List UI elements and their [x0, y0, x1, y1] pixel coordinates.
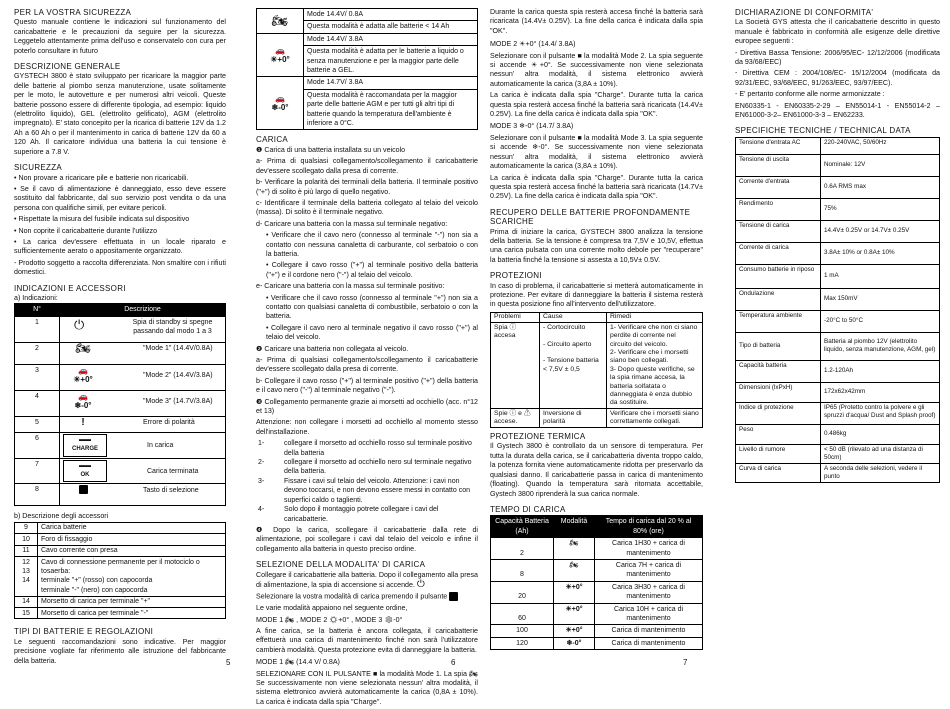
- paragraph-safety: Questo manuale contiene le indicazioni sul funzionamento del caricabatterie e le precauzioni da seguire per la sicurezza. Leggetelo attentamente prima dell'uso e conservatelo con cura per poterlo consultare in futuro: [14, 18, 226, 55]
- mode2-title: MODE 2 ☀+0° (14.4/ 3.8A): [490, 40, 576, 49]
- row-description: Spia di standby si spegne passando dal modo 1 a 3: [132, 318, 213, 336]
- paragraph-mode1: SELEZIONARE CON IL PULSANTE ■ la modalità Mode 1. La spia 🏍 Se successivamente non viene selezionata nessun' altra modalità, il sistema elettronico avvierà automaticamente la carica (0,8A ± 10%). La carica è indicata dalla spia "Charge".: [256, 669, 478, 706]
- car-snow-icon: ❄-0°: [554, 637, 595, 649]
- paragraph-mode2: Selezionare con il pulsante ■ la modalità Mode 2. La spia seguente si accende ☀+0°. Se successivamente non viene selezionata nessun' altra modalità, il sistema elettronico avvierà automaticamente la carica (3,8A ± 10%).: [490, 51, 703, 88]
- mode3-title: MODE 3 ❄-0° (14.7/ 3.8A): [490, 122, 574, 131]
- table-row: Spia ⓘ accesa - Cortocircuito - Circuito aperto - Tensione batteria < 7,5V ± 0,5 1- Verificare che non ci siano perdite di corrente nel circuito del veicolo. 2- Verificare che i morsetti siano ben collegati. 3- Dopo queste verifiche, se la spia rimane accesa, la batteria solfatata o danneggiata è enza dubbio da sostituire.: [491, 323, 703, 409]
- motorcycle-icon: 🏍: [554, 538, 595, 560]
- page-6-column: [256, 6, 478, 709]
- table-row: 120 ❄-0° Carica di mantenimento: [491, 637, 703, 649]
- charge-steps: [256, 146, 478, 437]
- heading-thermal: PROTEZIONE TERMICA: [490, 432, 586, 442]
- heading-charge: CARICA: [256, 135, 289, 145]
- table-row: Peso 0.486kg: [736, 424, 940, 444]
- table-row: Tensione di uscita Nominale: 12V: [736, 154, 940, 176]
- table-row: Consumo batterie in riposo 1 mA: [736, 264, 940, 288]
- table-row: 20 ☀+0° Carica 3H30 + carica di mantenimento: [491, 581, 703, 603]
- page-number: 6: [451, 658, 456, 667]
- table-row: Temperatura ambiente -20°C to 50°C: [736, 310, 940, 332]
- row-description: "Mode 2" (14.4V/3.8A): [143, 372, 213, 380]
- declaration-item: - Direttiva Bassa Tensione: 2006/95/EC- 12/12/2006 (modificata da 93/68/EEC): [735, 48, 940, 67]
- row-number: 5: [15, 416, 60, 432]
- table-row: Dimensioni (lxPxH) 172x62x42mm: [736, 382, 940, 402]
- col-header-description: Descrizione: [60, 304, 226, 316]
- step-line: ❶ Carica di una batteria installata su un veicolo: [256, 145, 406, 154]
- paragraph-battery-types: Le seguenti raccomandazioni sono indicative. Per maggior precisione vogliate far riferimento alle istruzione del fabbricante della batteria.: [14, 637, 226, 665]
- accessories-table: [14, 522, 226, 620]
- car-sun-icon: 🚗 ☀+0°: [73, 365, 93, 385]
- motorcycle-icon: 🏍: [554, 559, 595, 581]
- row-number: 4: [15, 390, 60, 416]
- table-row: 12 13 14 Cavo di connessione permanente per il motociclo o tosaerba: terminale "+" (rosso) con capocorda terminale "-" (nero) con capocorda: [15, 557, 226, 597]
- paragraph-mode2b: La carica è indicata dalla spia "Charge". Durante tutta la carica questa spia resterà accesa finché la batteria sarà ricaricata (14.4V± 0.25V). La fine della carica è indicata dalla spia "OK".: [490, 91, 703, 119]
- row-description: Carica terminata: [147, 467, 199, 475]
- step-line: ❸ Collegamento permanente grazie ai morsetti ad occhiello (acc. n°12 et 13): [256, 397, 478, 416]
- page-number: 7: [683, 658, 688, 667]
- table-row: Capacità batteria 1.2-120Ah: [736, 360, 940, 382]
- heading-charge-time: TEMPO DI CARICA: [490, 504, 566, 514]
- table-row: 2 🏍 Carica 1H30 + carica di mantenimento: [491, 538, 703, 560]
- table-row: Capacità Batteria (Ah) Modalità Tempo di carica dal 20 % al 80% (ore): [491, 516, 703, 538]
- step-line: • Collegare il cavo rosso ("+") al terminale positivo della batteria ("+") e il cordone nero ("-") al telaio del veicolo.: [266, 261, 478, 279]
- step-line: c- Identificare il terminale della batteria collegato al telaio del veicolo (massa). Di solito è il terminale negativo.: [256, 198, 478, 217]
- table-row: 15 Morsetto di carica per terminale "-": [15, 608, 226, 619]
- row-number: 6: [15, 432, 60, 458]
- row-number: 3: [15, 364, 60, 390]
- sub-a-label: a) Indicazioni:: [14, 293, 58, 302]
- table-row: 60 ☀+0° Carica 10H + carica di mantenimento: [491, 603, 703, 625]
- charge-icon: ▬▬ CHARGE: [63, 434, 107, 457]
- list-item: 1- collegare il morsetto ad occhiello rosso sul terminale positivo della batteria: [258, 440, 472, 457]
- power-icon: ⏻: [74, 316, 85, 332]
- col-header-number: N°: [15, 304, 60, 316]
- declaration-item: EN60335-1 - EN60335-2-29 – EN55014-1 - EN55014-2 – EN61000-3-2– EN61000-3-3 – EN62233.: [735, 101, 940, 120]
- heading-protections: PROTEZIONI: [490, 271, 542, 281]
- error-icon: !: [81, 416, 85, 428]
- safety-item: • Rispettate la misura del fusibile indicata sul dispositivo: [14, 215, 190, 224]
- list-item: 3- Fissare i cavi sul telaio del veicolo. Attenzione: i cavi non devono toccarsi, e non devono essere messi in contatto con superfici caldo o taglienti.: [258, 477, 470, 504]
- heading-sicurezza: SICUREZZA: [14, 163, 63, 173]
- table-row: Problemi Cause Rimedi: [491, 312, 703, 322]
- table-row: 11 Cavo corrente con presa: [15, 545, 226, 556]
- row-description: Errore di polarità: [143, 419, 195, 427]
- select-button-icon: [63, 485, 103, 495]
- table-row: Tensione di carica 14.4V± 0.25V or 14.7V± 0.25V: [736, 220, 940, 242]
- mode-order: MODE 1 🏍 , MODE 2 ☀+0° , MODE 3 ❄-0°: [256, 615, 403, 624]
- table-row: [15, 416, 226, 432]
- table-row: 8 🏍 Carica 7H + carica di mantenimento: [491, 559, 703, 581]
- step-line: b- Verificare la polarità dei terminali della batteria. Il terminale positivo ("+") di solito è più largo di quello negativo.: [256, 178, 478, 196]
- page-7-column: [490, 6, 703, 650]
- step-line: ❷ Caricare una batteria non collegata al veicolo.: [256, 344, 409, 353]
- paragraph-thermal: Il Gystech 3800 è controllato da un sensore di temperatura. Per tutta la durata della carica, se il caricabatteria diventa troppo caldo, la potenza fornita viene automaticamente ridotta per preservarlo da qualsiasi danno. Il caricabatterie passa in carica di mantenimento (floating). Quando la temperatura sarà ritornata accettabile, Gystech 3800 riprenderà la sua carica normale.: [490, 442, 703, 498]
- paragraph-selection-2: Selezionare la vostra modalità di carica premendo il pulsante: [256, 592, 478, 602]
- mode-title: Mode 14.4V/ 3.8A: [304, 34, 477, 46]
- table-row: 14 Morsetto di carica per terminale "+": [15, 596, 226, 607]
- car-snow-icon: 🚗 ❄-0°: [257, 77, 304, 130]
- safety-item: - Prodotto soggetto a raccolta differenziata. Non smaltire con i rifiuti domestici.: [14, 258, 226, 277]
- list-item: 2- collegare il morsetto ad occhiello nero sul terminale negativo della batteria.: [258, 459, 472, 476]
- heading-mode-selection: SELEZIONE DELLA MODALITA' DI CARICA: [256, 560, 426, 570]
- table-row: [15, 390, 226, 416]
- step-line: Attenzione: non collegare i morsetti ad occhiello al momento stesso dell'installazione.: [256, 418, 478, 436]
- paragraph-mode3b: La carica è indicata dalla spia "Charge". Durante tutta la carica questa spia resterà accesa finché la batteria sarà ricaricata (14.7V± 0.25V). La fine della carica è indicata dalla spia "OK".: [490, 173, 703, 201]
- paragraph-selection-1: Collegare il caricabatterie alla batteria. Dopo il collegamento alla presa di alimentazione, la spia di accensione si accende. ⏻: [256, 570, 478, 590]
- row-number: 1: [15, 316, 60, 342]
- paragraph-after-charge: ❹ Dopo la carica, scollegare il caricabatterie dalla rete di alimentazione, poi scollegare i cavi dal telaio del veicolo e infine il collegamento alla batteria in questo preciso ordine.: [256, 525, 478, 553]
- table-row: Spie ⓘ e ⚠ accese. Inversione di polarità Verificare che i morsetti siano correttamente collegati.: [491, 409, 703, 428]
- heading-battery-types: TIPI DI BATTERIE E REGOLAZIONI: [14, 627, 154, 637]
- row-description: "Mode 3" (14.7V/3.8A): [143, 398, 213, 406]
- table-row: [15, 484, 226, 506]
- row-description: Tasto di selezione: [143, 487, 199, 495]
- charged-ok-icon: ▬▬ OK: [63, 460, 107, 483]
- paragraph-mode3: Selezionare con il pulsante ■ la modalità Mode 3. La spia seguente si accende ❄-0°. Se successivamente non viene selezionata nessun' altra modalità, il sistema elettronico avvierà automaticamente la carica (3,8A ± 10%).: [490, 133, 703, 171]
- paragraph-selection-4: A fine carica, se la batteria è ancora collegata, il caricabatterie effettuerà una carica di mantenimento finché non sarà l'utilizzatore cambierà modalità. Questa protezione evita di danneggiare la batteria.: [256, 626, 478, 654]
- table-row: [15, 432, 226, 458]
- mode-title: Mode 14.7V/ 3.8A: [304, 77, 477, 89]
- step-line: • Collegare il cavo nero al terminale negativo il cavo rosso ("+") al telaio del veicolo.: [266, 323, 478, 342]
- mode-title: Mode 14.4V/ 0.8A: [304, 9, 477, 21]
- step-line: • Verificare che il cavo nero (connesso al terminale "-") non sia a contatto con nessuna canaletta di carburante, col serbatoio o con la batteria.: [266, 231, 478, 258]
- modes-table: [256, 8, 478, 130]
- page-5-column: [14, 6, 226, 668]
- table-row: Corrente di carica 3.8A± 10% or 0.8A± 10%: [736, 242, 940, 264]
- car-snow-icon: 🚗 ❄-0°: [74, 391, 92, 411]
- car-sun-icon: 🚗 ☀+0°: [257, 33, 304, 77]
- paragraph-protections: In caso di problema, il caricabatterie si metterà automaticamente in protezione. Per evitare di danneggiare la batteria il sistema resterà in questa posizione fino all'intervento dell'utilizzatore.: [490, 281, 703, 309]
- charge-time-table: [490, 515, 703, 650]
- page-number: 5: [226, 658, 231, 667]
- mode-desc: Questa modalità è raccomandata per la maggior parte delle batterie AGM e per tutti gli altri tipi di batterie quando la temperatura dell'ambiente è inferiore a 0°C.: [307, 91, 457, 128]
- step-line: a- Prima di qualsiasi collegamento/scollegamento il caricabatterie dev'essere scollegato dalla presa di corrente.: [256, 157, 478, 175]
- table-row: Tipo di batteria Batteria al piombo 12V (elettrolito liquido, senza manutenzione, AGM, gel): [736, 332, 940, 360]
- step-line: b- Collegare il cavo rosso ("+") al terminale positivo ("+") della batteria e il cavo nero ("-") al terminale negativo ("-").: [256, 376, 478, 395]
- table-row: 100 ☀+0° Carica di mantenimento: [491, 625, 703, 637]
- heading-general-description: DESCRIZIONE GENERALE: [14, 62, 121, 72]
- table-row: Rendimento 75%: [736, 198, 940, 220]
- select-button-icon: [449, 592, 458, 601]
- safety-item: • Se il cavo di alimentazione è danneggiato, esso deve essere sostituito dal fabbricante, dal suo servizio post vendita o da una persona con qualifiche simili, per evitare pericoli.: [14, 184, 226, 212]
- table-row: Corrente d'entrata 0.6A RMS max: [736, 176, 940, 198]
- heading-recovery: RECUPERO DELLE BATTERIE PROFONDAMENTE SCARICHE: [490, 207, 691, 227]
- step-line: a- Prima di qualsiasi collegamento/scollegamento il caricabatterie dev'essere scollegato dalla presa di corrente.: [256, 356, 478, 374]
- safety-item: • La carica dev'essere effettuata in un locale riparato e sufficientemente aerato o appositamente organizzato.: [14, 237, 226, 256]
- safety-list: [14, 174, 226, 278]
- paragraph-general-description: GYSTECH 3800 è stato sviluppato per ricaricare la maggior parte delle batterie al piombo senza manutenzione, usate solitamente per le moto, le autovetture e per numerosi altri veicoli. Queste batterie possono essere di differente tipologia, ad esempio: liquido (elettrolito liquido), GEL (elettrolito gelificato), AGM (elettrolito impregnato). E' stato concepito per la ricarica di batterie 12V da 1.2 Ah a 60 Ah o per il mantenimento in carica di batterie 12V da 60 a 120 Ah. Il caricatore individua una batteria la cui tensione è superiore a 7.8 V.: [14, 72, 226, 156]
- heading-indications: INDICAZIONI E ACCESSORI: [14, 283, 126, 293]
- table-row: Tensione d'entrata AC 220-240VAC, 50/60Hz: [736, 137, 940, 154]
- table-row: [15, 342, 226, 364]
- table-row: Indice di protezione IP65 (Protetto contro la polvere e gli spruzzi d'acqua/ Dust and Splash proof): [736, 402, 940, 424]
- row-number: 2: [15, 342, 60, 364]
- table-row: [15, 316, 226, 342]
- step-line: • Verificare che il cavo rosso (connesso al terminale "+") non sia a contatto con qualsiasi canaletta di combustibile, serbatoio o con la batteria.: [266, 293, 478, 321]
- step-line: e- Caricare una batteria con la massa sul terminale positivo:: [256, 282, 445, 291]
- car-sun-icon: ☀+0°: [554, 603, 595, 625]
- sub-b-label: b) Descrizione degli accessori: [14, 512, 109, 521]
- table-row: [257, 33, 478, 77]
- row-number: 8: [15, 484, 60, 506]
- paragraph-selection-3: Le varie modalità appaiono nel seguente ordine,: [256, 604, 408, 613]
- paragraph-recovery: Prima di iniziare la carica, GYSTECH 3800 analizza la tensione della batteria. Se la tensione è compresa tra 7,5V e 10,5V, effettua una carica pulsata con una corrente molto debole per "recuperare" la batteria finché la tensione si assesta a 10,5V± 0.5V.: [490, 227, 703, 264]
- car-sun-icon: ☀+0°: [554, 581, 595, 603]
- row-number: 7: [15, 458, 60, 484]
- mode1-title: MODE 1 🏍 (14.4 V/ 0.8A): [256, 658, 340, 667]
- heading-safety: PER LA VOSTRA SICUREZZA: [14, 8, 132, 17]
- page-8-column: [735, 6, 940, 483]
- table-row: Curva di carica A seconda delle selezioni, vedere il punto: [736, 463, 940, 482]
- safety-item: • Non provare a ricaricare pile e batterie non ricaricabili.: [14, 173, 189, 182]
- specs-table: [735, 137, 940, 483]
- car-sun-icon: ☀+0°: [554, 625, 595, 637]
- paragraph-declaration: La Società GYS attesta che il caricabatterie descritto in questo manuale è fabbricato in conformità alle esigenze delle direttive europee seguenti :: [735, 18, 940, 46]
- table-row: [15, 364, 226, 390]
- table-row: [15, 458, 226, 484]
- protections-table: [490, 312, 703, 428]
- power-icon: ⏻: [416, 578, 425, 590]
- heading-specs: SPECIFICHE TECNICHE / TECHNICAL DATA: [735, 126, 911, 136]
- list-item: 4- Solo dopo il montaggio potrete collegare i cavi del caricabatterie.: [258, 506, 439, 523]
- mode-desc: Questa modalità è adatta per le batterie a liquido o senza manutenzione e per la maggior parte delle batterie a GEL.: [307, 48, 464, 75]
- row-description: In carica: [147, 442, 174, 450]
- declaration-item: - E' pertanto conforme alle norme armonizzate :: [735, 90, 885, 99]
- mounting-steps: [256, 439, 478, 524]
- table-row: [257, 77, 478, 130]
- paragraph-top: Durante la carica questa spia resterà accesa finché la batteria sarà ricaricata (14.4V± 0.25V). La fine della carica è indicata dalla spia "OK".: [490, 8, 703, 35]
- table-row: 10 Foro di fissaggio: [15, 534, 226, 545]
- mode-desc: Questa modalità è adatta alle batterie < 14 Ah: [307, 23, 450, 31]
- declaration-item: - Direttiva CEM : 2004/108/EC- 15/12/2004 (modificata da 92/31/EEC, 93/68/EEC, 91/263/EEC, 93/97/EEC).: [735, 69, 940, 87]
- table-row: Ondulazione Max 150mV: [736, 288, 940, 310]
- table-row: 9 Carica batterie: [15, 522, 226, 533]
- row-description: "Mode 1" (14.4V/0.8A): [143, 345, 213, 353]
- table-row: Livello di rumore < 50 dB (rilevato ad una distanza di 50cm): [736, 444, 940, 463]
- safety-item: • Non coprite il caricabatterie durante l'utilizzo: [14, 226, 158, 235]
- motorcycle-icon: 🏍: [75, 340, 91, 355]
- indications-table: [14, 303, 226, 506]
- motorcycle-icon: 🏍: [257, 9, 304, 34]
- step-line: d- Caricare una batteria con la massa sul terminale negativo:: [256, 219, 448, 228]
- heading-declaration: DICHIARAZIONE DI CONFORMITA': [735, 8, 874, 17]
- table-row: [257, 9, 478, 34]
